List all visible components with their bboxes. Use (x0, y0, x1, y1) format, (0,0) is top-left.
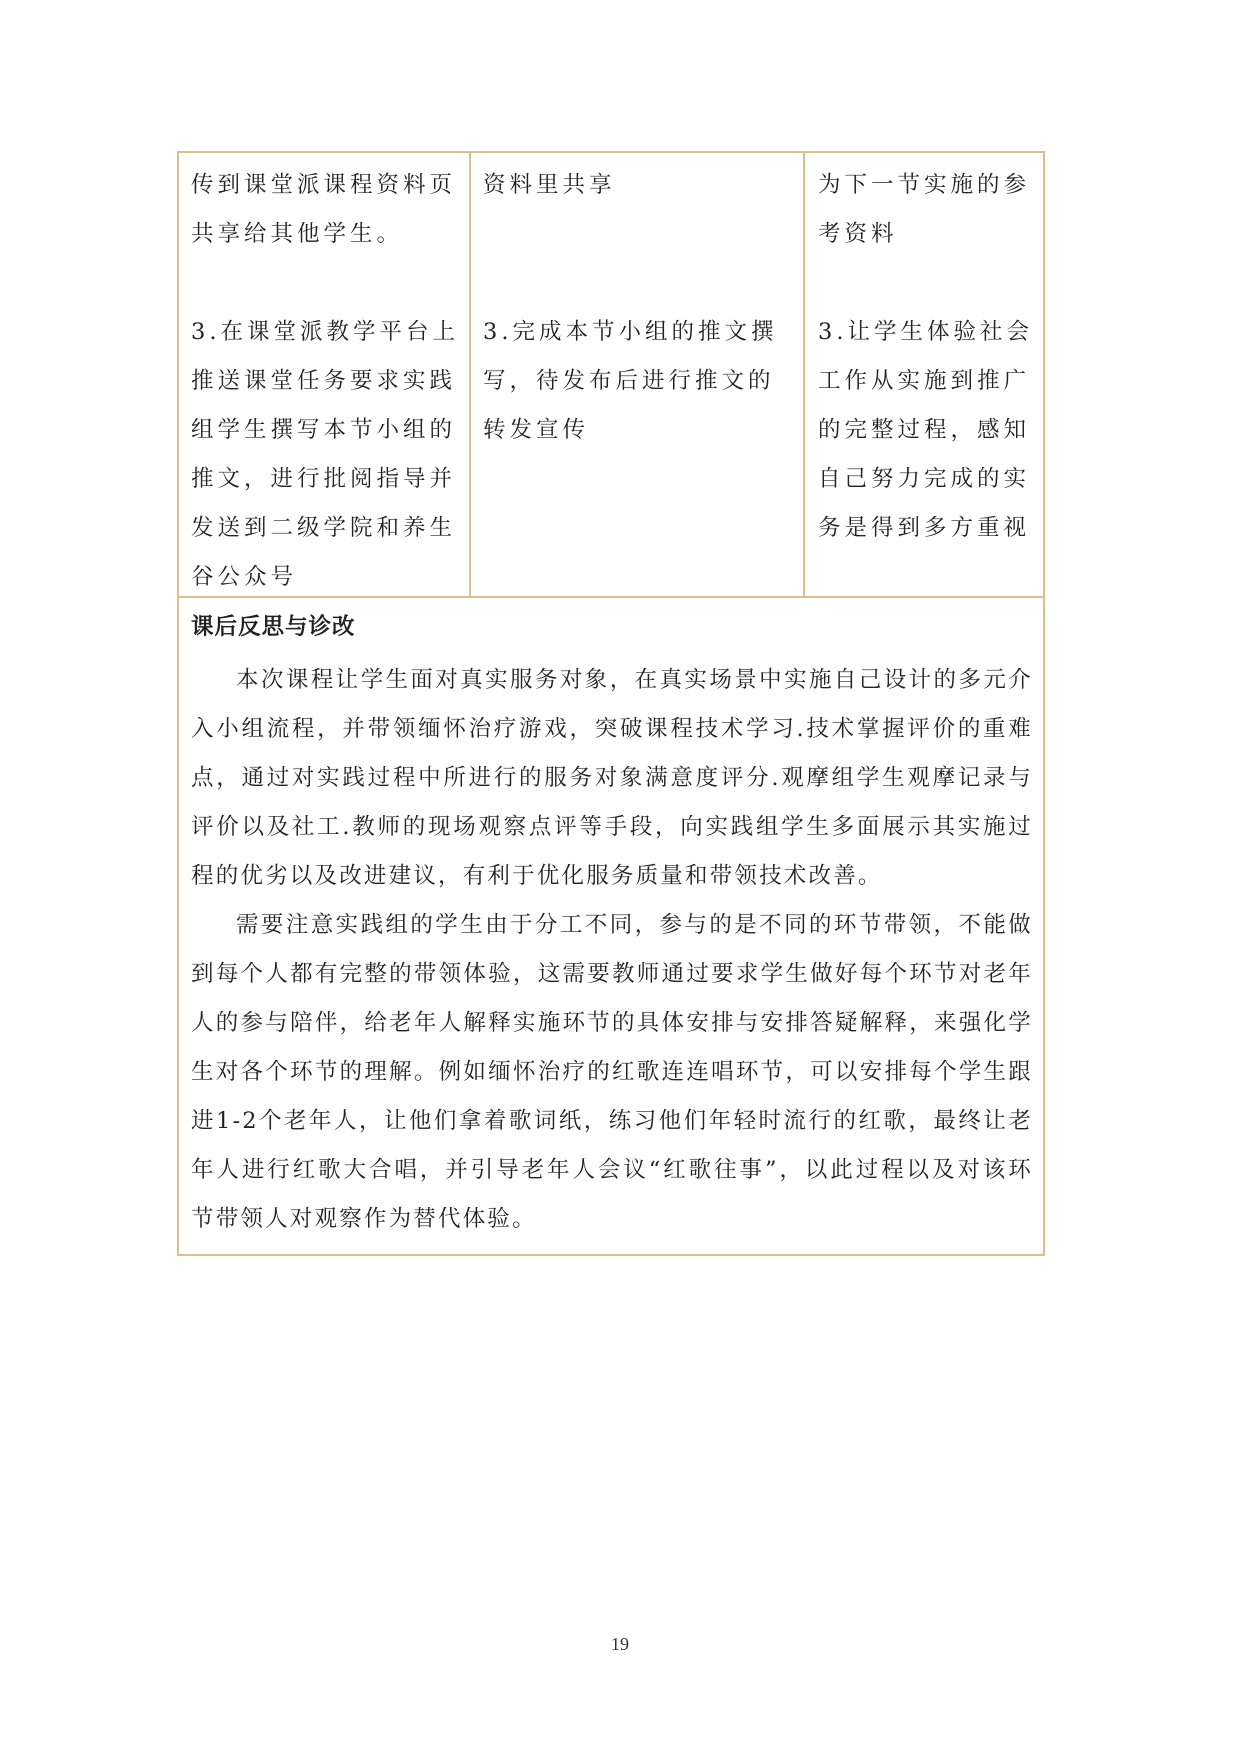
design-intent-text-2: 3.让学生体验社会工作从实施到推广的完整过程，感知自己努力完成的实务是得到多方重视 (818, 319, 1033, 541)
student-activity-cell (469, 153, 803, 596)
design-intent-text-1: 为下一节实施的参考资料 (818, 172, 1031, 247)
reflection-title: 课后反思与诊改 (191, 614, 356, 640)
design-intent-cell (803, 153, 1043, 596)
activity-table (177, 151, 1045, 1256)
table-row-activities (179, 153, 1043, 598)
page-number: 19 (611, 1634, 629, 1654)
teacher-activity-text-2: 3.在课堂派教学平台上推送课堂任务要求实践组学生撰写本节小组的推文，进行批阅指导并发送到二级学院和养生谷公众号 (191, 319, 459, 590)
reflection-section (179, 598, 1043, 1254)
reflection-paragraph-2: 需要注意实践组的学生由于分工不同，参与的是不同的环节带领，不能做到每个人都有完整的带领体验，这需要教师通过要求学生做好每个环节对老年人的参与陪伴，给老年人解释实施环节的具体安排与安排答疑解释，来强化学生对各个环节的理解。例如缅怀治疗的红歌连连唱环节，可以安排每个学生跟进1-2个老年人，让他们拿着歌词纸，练习他们年轻时流行的红歌，最终让老年人进行红歌大合唱，并引导老年人会议“红歌往事”，以此过程以及对该环节带领人对观察作为替代体验。 (191, 912, 1033, 1232)
teacher-activity-cell (179, 153, 469, 596)
reflection-paragraph-1: 本次课程让学生面对真实服务对象，在真实场景中实施自己设计的多元介入小组流程，并带领缅怀治疗游戏，突破课程技术学习.技术掌握评价的重难点，通过对实践过程中所进行的服务对象满意度评分.观摩组学生观摩记录与评价以及社工.教师的现场观察点评等手段，向实践组学生多面展示其实施过程的优劣以及改进建议，有利于优化服务质量和带领技术改善。 (191, 667, 1033, 889)
student-activity-text-2: 3.完成本节小组的推文撰写，待发布后进行推文的转发宣传 (483, 319, 778, 443)
student-activity-text-1: 资料里共享 (483, 172, 616, 198)
teacher-activity-text-1: 传到课堂派课程资料页共享给其他学生。 (191, 172, 457, 247)
